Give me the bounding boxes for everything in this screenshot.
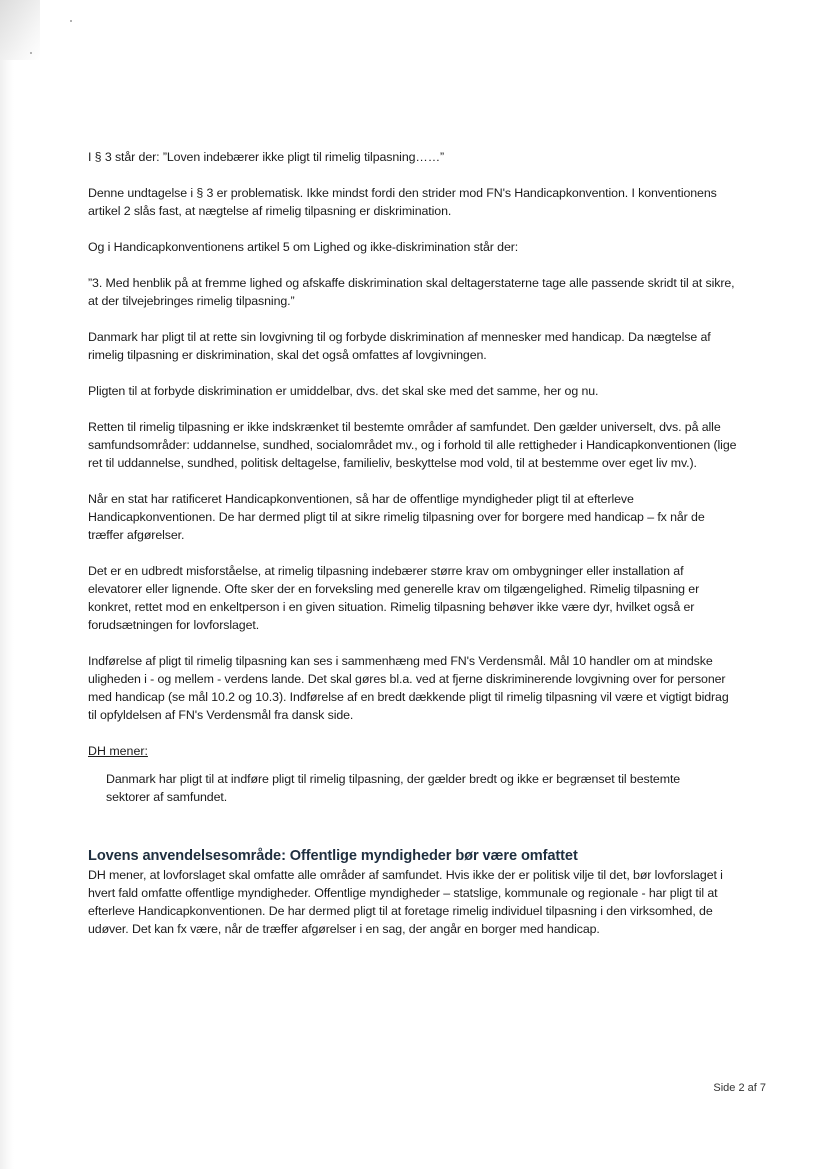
page-number: Side 2 af 7 (713, 1082, 766, 1094)
paragraph: Danmark har pligt til at rette sin lovgivning til og forbyde diskrimination af mennesker med handicap. Da nægtelse af rimelig tilpasning er diskrimination, skal det også omfattes af lovgivningen. (88, 330, 711, 362)
section-heading: Lovens anvendelsesområde: Offentlige myndigheder bør være omfattet (88, 848, 578, 864)
paragraph: Pligten til at forbyde diskrimination er umiddelbar, dvs. det skal ske med det samme, her og nu. (88, 384, 599, 398)
paragraph: Retten til rimelig tilpasning er ikke indskrænket til bestemte områder af samfundet. Den gælder universelt, dvs. på alle samfundsområder: uddannelse, sundhed, socialområdet mv., og i forhold til alle rettigheder i Handicapkonventionen (lige ret til uddannelse, sundhed, politisk deltagelse, familieliv, beskyttelse mod vold, til at bestemme over eget liv mv.). (88, 420, 737, 470)
scan-corner-shadow (0, 0, 40, 60)
scan-edge-shadow (0, 0, 14, 1169)
paragraph: Denne undtagelse i § 3 er problematisk. Ikke mindst fordi den strider mod FN's Handicapkonvention. I konventionens artikel 2 slås fast, at nægtelse af rimelig tilpasning er diskrimination. (88, 186, 717, 218)
paragraph: Indførelse af pligt til rimelig tilpasning kan ses i sammenhæng med FN's Verdensmål. Mål 10 handler om at mindske uligheden i - og mellem - verdens lande. Det skal gøres bl.a. ved at fjerne diskriminerende lovgivning over for personer med handicap (se mål 10.2 og 10.3). Indførelse af en bredt dækkende pligt til rimelig tilpasning vil være et vigtigt bidrag til opfyldelsen af FN's Verdensmål fra dansk side. (88, 654, 729, 722)
quote-paragraph: ”3. Med henblik på at fremme lighed og afskaffe diskrimination skal deltagerstaterne tage alle passende skridt til at sikre, at der tilvejebringes rimelig tilpasning.” (88, 276, 735, 308)
paragraph: Det er en udbredt misforståelse, at rimelig tilpasning indebærer større krav om ombygninger eller installation af elevatorer eller lignende. Ofte sker der en forveksling med generelle krav om tilgængelighed. Rimelig tilpasning er konkret, rettet mod en enkeltperson i en given situation. Rimelig tilpasning behøver ikke være dyr, hvilket også er forudsætningen for lovforslaget. (88, 564, 700, 632)
dh-statement: Danmark har pligt til at indføre pligt til rimelig tilpasning, der gælder bredt og ikke er begrænset til bestemte sektorer af samfundet. (106, 772, 681, 804)
document-body (88, 148, 740, 956)
dh-mener-label: DH mener: (88, 744, 148, 758)
paragraph: Når en stat har ratificeret Handicapkonventionen, så har de offentlige myndigheder pligt til at efterleve Handicapkonventionen. De har dermed pligt til at sikre rimelig tilpasning over for borgere med handicap – fx når de træffer afgørelser. (88, 492, 705, 542)
paragraph: Og i Handicapkonventionens artikel 5 om Lighed og ikke-diskrimination står der: (88, 240, 519, 254)
paragraph: I § 3 står der: ”Loven indebærer ikke pligt til rimelig tilpasning……” (88, 150, 445, 164)
scan-speck (30, 52, 32, 54)
section-paragraph: DH mener, at lovforslaget skal omfatte alle områder af samfundet. Hvis ikke der er politisk vilje til det, bør lovforslaget i hvert fald omfatte offentlige myndigheder. Offentlige myndigheder – statslige, kommunale og regionale - har pligt til at efterleve Handicapkonventionen. De har dermed pligt til at foretage rimelig individuel tilpasning i den virksomhed, de udøver. Det kan fx være, når de træffer afgørelser i en sag, der angår en borger med handicap. (88, 868, 723, 936)
scan-speck (70, 20, 72, 22)
